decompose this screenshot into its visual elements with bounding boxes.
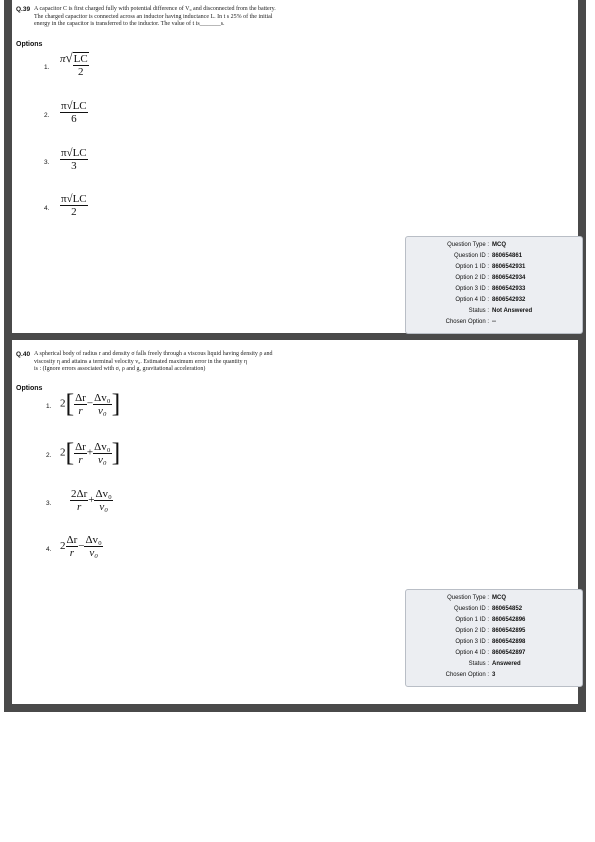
radicand-denominator: 2 — [77, 66, 84, 78]
fraction-denominator: 6 — [71, 113, 77, 125]
option-number: 2. — [44, 112, 50, 119]
info-label: Chosen Option : — [445, 672, 489, 678]
coefficient: 2 — [60, 540, 66, 553]
question-text — [34, 351, 273, 374]
info-label: Question Type : — [447, 242, 489, 248]
chosen-option-value: 3 — [492, 672, 496, 678]
info-label: Question ID : — [453, 606, 489, 612]
coefficient: 2 — [60, 397, 66, 410]
option-1-expression[interactable]: π √ $\frac{LC}{2}$ — [60, 50, 88, 78]
option-3-expression[interactable] — [70, 488, 113, 513]
options-label: Options — [16, 385, 43, 392]
option-number: 1. — [46, 403, 52, 410]
option-number: 3. — [44, 159, 50, 166]
question-text — [34, 6, 276, 29]
info-value: 860654861 — [492, 253, 523, 259]
fraction-numerator: 2Δr — [71, 488, 88, 500]
operator: − — [86, 397, 94, 410]
info-value: 8606542898 — [492, 639, 526, 645]
fraction-numerator: π√LC — [61, 147, 87, 159]
option-4-expression[interactable] — [60, 193, 88, 218]
fraction-denominator: v₀ — [97, 453, 107, 466]
info-value: 8606542896 — [492, 617, 526, 623]
option-number: 4. — [44, 205, 50, 212]
info-label: Status : — [468, 308, 489, 314]
info-value: 8606542897 — [492, 650, 526, 656]
fraction-denominator: r — [78, 404, 83, 417]
fraction-denominator: 2 — [71, 206, 77, 218]
info-value: 8606542895 — [492, 628, 526, 634]
info-label: Status : — [468, 661, 489, 667]
info-value: MCQ — [492, 595, 506, 601]
option-number: 3. — [46, 500, 52, 507]
question-panel-40 — [12, 340, 578, 704]
info-value: MCQ — [492, 242, 506, 248]
option-3-expression[interactable] — [60, 147, 88, 172]
question-text-line: energy in the capacitor is transferred to the inductor. The value of t is_______s. — [34, 21, 225, 28]
question-info-box — [405, 589, 583, 687]
fraction-denominator: r — [78, 453, 83, 466]
fraction-numerator: π√LC — [61, 193, 87, 205]
question-number: Q.39 — [16, 6, 31, 13]
option-4-expression[interactable] — [60, 534, 103, 559]
info-value: 860654852 — [492, 606, 523, 612]
question-text-line: A capacitor C is first charged fully with potential difference of V₀ and disconnected from the battery. — [34, 6, 276, 12]
fraction-numerator: Δr — [66, 534, 78, 546]
coefficient: 2 — [60, 446, 66, 459]
info-value: 8606542931 — [492, 264, 526, 270]
operator: + — [86, 446, 94, 459]
fraction-denominator: v₀ — [99, 501, 109, 513]
question-text-line: viscosity η and attains a terminal velocity v₀. Estimated maximum error in the quantity η — [34, 358, 248, 365]
info-value: 8606542934 — [492, 275, 526, 281]
fraction-numerator: π√LC — [61, 100, 87, 112]
info-label: Option 3 ID : — [455, 286, 489, 292]
option-number: 4. — [46, 546, 52, 553]
option-prefix: π — [60, 53, 66, 65]
option-number: 1. — [44, 64, 50, 71]
radicand-numerator: LC — [73, 53, 88, 65]
fraction-denominator: r — [76, 501, 82, 513]
options-label: Options — [16, 41, 43, 48]
info-value: 8606542933 — [492, 286, 526, 292]
option-2-expression[interactable]: 2[ $\frac{\Delta r}{r}+$ $\frac{\text{Δv₀}}{\text{v₀}}$] — [60, 438, 121, 467]
question-panel-39 — [12, 0, 578, 333]
info-label: Option 4 ID : — [455, 650, 489, 656]
fraction-denominator: v₀ — [97, 404, 107, 417]
fraction-numerator: Δv₀ — [94, 391, 111, 404]
question-number: Q.40 — [16, 351, 31, 358]
info-label: Option 3 ID : — [455, 639, 489, 645]
operator: − — [78, 540, 85, 553]
chosen-option-value: -- — [492, 319, 496, 325]
fraction-numerator: Δv₀ — [95, 488, 112, 500]
question-info-box — [405, 236, 583, 334]
fraction-denominator: v₀ — [89, 547, 99, 559]
info-label: Question ID : — [453, 253, 489, 259]
info-label: Chosen Option : — [445, 319, 489, 325]
option-1-expression[interactable]: 2[ $\frac{\Delta r}{r}-$ $\frac{\text{Δv₀}}{\text{v₀}}$] — [60, 389, 121, 418]
fraction-denominator: 3 — [71, 160, 77, 172]
question-text-line: The charged capacitor is connected across an inductor having inductance L. In t s 25% of the initial — [34, 13, 273, 20]
fraction-numerator: Δr — [75, 391, 86, 404]
status-value: Answered — [492, 661, 521, 667]
info-label: Option 2 ID : — [455, 275, 489, 281]
info-label: Question Type : — [447, 595, 489, 601]
question-text-line: is : (Ignore errors associated with σ, ρ and g, gravitational acceleration) — [34, 366, 206, 373]
option-number: 2. — [46, 452, 52, 459]
operator: + — [88, 494, 95, 507]
status-value: Not Answered — [492, 308, 533, 314]
info-label: Option 1 ID : — [455, 264, 489, 270]
fraction-denominator: r — [69, 547, 75, 559]
fraction-numerator: Δv₀ — [94, 440, 111, 453]
question-text-line: A spherical body of radius r and density σ falls freely through a viscous liquid having density ρ and — [34, 351, 273, 357]
info-label: Option 1 ID : — [455, 617, 489, 623]
option-2-expression[interactable] — [60, 100, 88, 125]
info-value: 8606542932 — [492, 297, 526, 303]
info-label: Option 2 ID : — [455, 628, 489, 634]
info-label: Option 4 ID : — [455, 297, 489, 303]
fraction-numerator: Δv₀ — [85, 534, 102, 546]
fraction-numerator: Δr — [75, 440, 86, 453]
